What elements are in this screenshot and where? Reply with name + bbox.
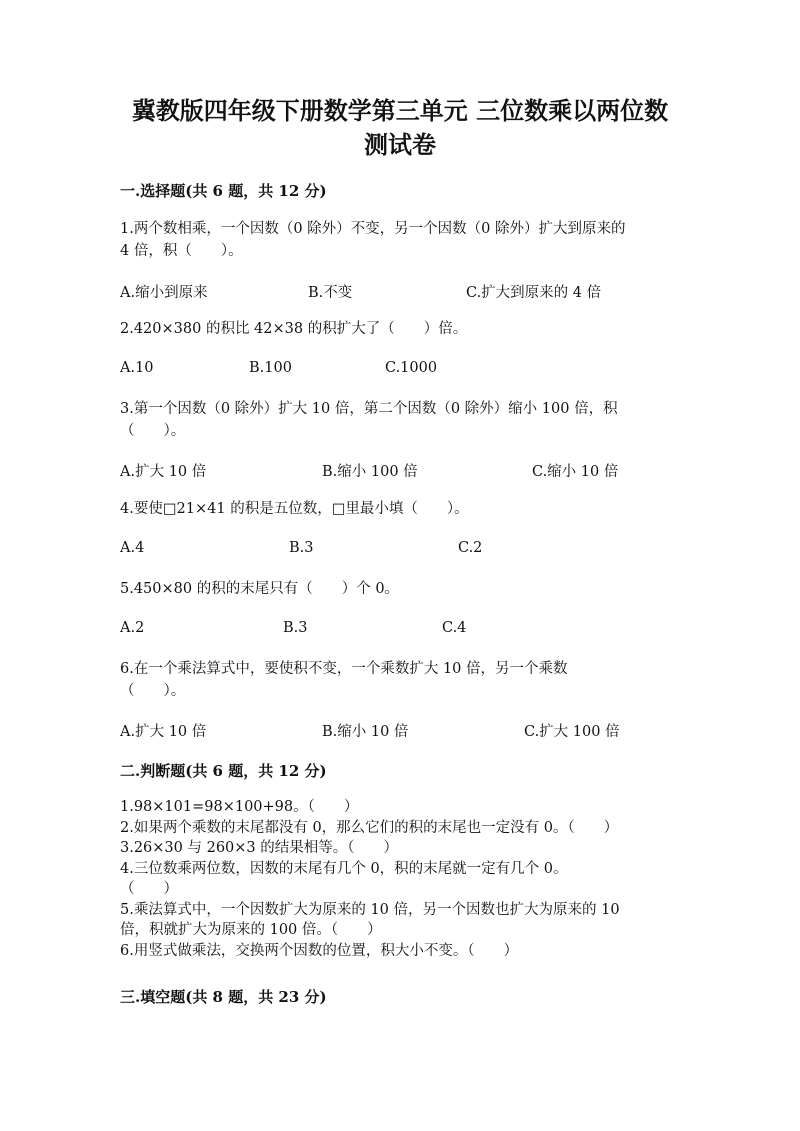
choice-3-option-a: A.扩大 10 倍 bbox=[120, 464, 207, 480]
judge-line: 4.三位数乘两位数，因数的末尾有几个 0，积的末尾就一定有几个 0。 bbox=[120, 860, 568, 877]
section-heading-judge: 二.判断题(共 6 题，共 12 分) bbox=[120, 762, 327, 780]
judge-question-list bbox=[120, 797, 700, 961]
judge-line: 倍，积就扩大为原来的 100 倍。（ ） bbox=[120, 922, 382, 938]
question-line: 5.450×80 的积的末尾只有（ ）个 0。 bbox=[120, 581, 400, 597]
choice-1-option-b: B.不变 bbox=[308, 285, 353, 301]
choice-question-2 bbox=[120, 318, 690, 340]
judge-line: 6.用竖式做乘法，交换两个因数的位置，积大小不变。（ ） bbox=[120, 942, 519, 959]
choice-2-option-a: A.10 bbox=[120, 360, 154, 376]
question-line: 3.第一个因数（0 除外）扩大 10 倍，第二个因数（0 除外）缩小 100 倍，积 bbox=[120, 401, 618, 417]
choice-4-option-b: B.3 bbox=[289, 540, 314, 556]
choice-5-option-b: B.3 bbox=[283, 620, 308, 636]
choice-6-option-b: B.缩小 10 倍 bbox=[322, 724, 409, 740]
choice-1-option-c: C.扩大到原来的 4 倍 bbox=[466, 285, 602, 301]
section-heading-fill: 三.填空题(共 8 题，共 23 分) bbox=[120, 988, 327, 1006]
choice-6-option-c: C.扩大 100 倍 bbox=[524, 724, 620, 740]
choice-5-option-c: C.4 bbox=[442, 620, 467, 636]
section-heading-choice: 一.选择题(共 6 题，共 12 分) bbox=[120, 182, 327, 200]
question-line: 6.在一个乘法算式中，要使积不变，一个乘数扩大 10 倍，另一个乘数 bbox=[120, 661, 568, 677]
choice-2-option-c: C.1000 bbox=[385, 360, 438, 376]
choice-1-option-a: A.缩小到原来 bbox=[120, 285, 208, 301]
question-line: （ ）。 bbox=[120, 683, 186, 699]
choice-question-6 bbox=[120, 658, 690, 702]
judge-line: 2.如果两个乘数的末尾都没有 0，那么它们的积的末尾也一定没有 0。（ ） bbox=[120, 819, 619, 836]
question-line: 4.要使□21×41 的积是五位数，□里最小填（ ）。 bbox=[120, 501, 469, 517]
page-title bbox=[0, 94, 800, 162]
choice-4-option-c: C.2 bbox=[458, 540, 483, 556]
choice-4-option-a: A.4 bbox=[120, 540, 145, 556]
judge-line: （ ） bbox=[120, 881, 178, 897]
choice-question-1 bbox=[120, 218, 690, 262]
judge-line: 5.乘法算式中，一个因数扩大为原来的 10 倍，另一个因数也扩大为原来的 10 bbox=[120, 901, 620, 918]
choice-question-4 bbox=[120, 498, 690, 520]
judge-line: 3.26×30 与 260×3 的结果相等。（ ） bbox=[120, 840, 399, 856]
question-line: 2.420×380 的积比 42×38 的积扩大了（ ）倍。 bbox=[120, 321, 468, 337]
question-line: （ ）。 bbox=[120, 423, 186, 439]
title-line-1: 冀教版四年级下册数学第三单元 三位数乘以两位数 bbox=[131, 96, 669, 125]
choice-5-option-a: A.2 bbox=[120, 620, 145, 636]
choice-2-option-b: B.100 bbox=[249, 360, 292, 376]
question-line: 1.两个数相乘，一个因数（0 除外）不变，另一个因数（0 除外）扩大到原来的 bbox=[120, 221, 626, 237]
choice-question-5 bbox=[120, 578, 690, 600]
choice-3-option-c: C.缩小 10 倍 bbox=[532, 464, 619, 480]
choice-question-3 bbox=[120, 398, 690, 442]
title-line-2: 测试卷 bbox=[364, 130, 436, 159]
choice-3-option-b: B.缩小 100 倍 bbox=[322, 464, 418, 480]
judge-line: 1.98×101=98×100+98。（ ） bbox=[120, 799, 359, 815]
choice-6-option-a: A.扩大 10 倍 bbox=[120, 724, 207, 740]
question-line: 4 倍，积（ ）。 bbox=[120, 243, 243, 259]
